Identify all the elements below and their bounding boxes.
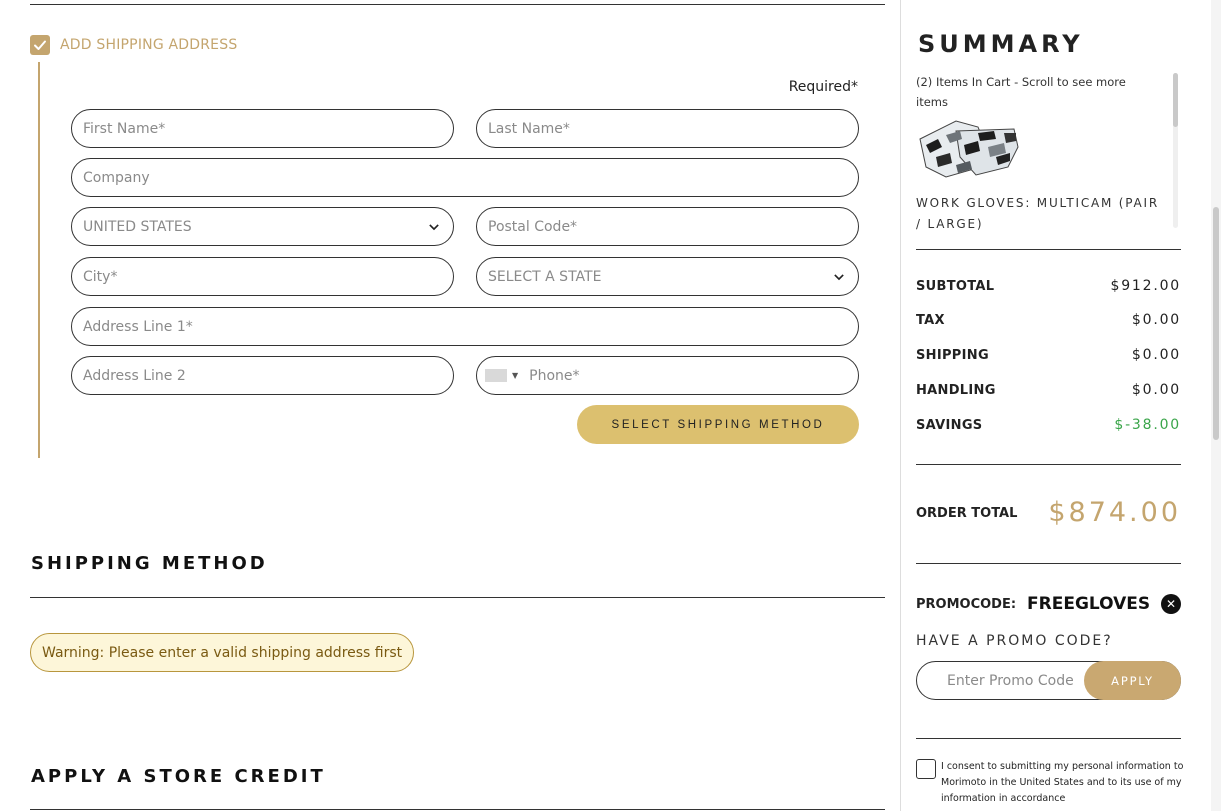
tax-label: TAX	[916, 312, 945, 328]
page-scrollbar[interactable]	[1211, 0, 1221, 811]
company-input[interactable]	[71, 158, 859, 197]
country-select[interactable]	[71, 207, 454, 246]
address-line-1-input[interactable]	[71, 307, 859, 346]
subtotal-row	[916, 278, 1181, 294]
select-shipping-method-button[interactable]: SELECT SHIPPING METHOD	[577, 405, 859, 444]
company-placeholder: Company	[83, 169, 150, 186]
add-shipping-address-toggle[interactable]	[30, 35, 237, 55]
first-name-placeholder: First Name*	[83, 120, 166, 137]
have-promo-heading: HAVE A PROMO CODE?	[916, 633, 1113, 649]
handling-value: $0.00	[1131, 382, 1181, 398]
apply-promo-button[interactable]: APPLY	[1084, 661, 1181, 700]
subtotal-value: $912.00	[1110, 278, 1181, 294]
tax-value: $0.00	[1131, 312, 1181, 328]
subtotal-label: SUBTOTAL	[916, 278, 995, 294]
chevron-down-icon	[834, 272, 844, 282]
tax-row	[916, 312, 1181, 328]
handling-row	[916, 382, 1181, 398]
promo-code: FREEGLOVES	[1027, 594, 1151, 614]
summary-divider	[916, 738, 1181, 739]
consent-checkbox[interactable]	[916, 759, 936, 779]
address-form-accent-bar	[38, 62, 40, 458]
summary-title: SUMMARY	[918, 30, 1084, 58]
required-note: Required*	[788, 79, 858, 95]
store-credit-divider	[30, 809, 885, 810]
promo-label: PROMOCODE:	[916, 596, 1017, 612]
handling-label: HANDLING	[916, 382, 996, 398]
phone-input[interactable]	[476, 356, 859, 395]
summary-divider	[916, 464, 1181, 465]
top-divider	[30, 4, 885, 5]
add-shipping-address-label: ADD SHIPPING ADDRESS	[60, 37, 238, 53]
chevron-down-icon	[429, 222, 439, 232]
product-name: WORK GLOVES: MULTICAM (PAIR / LARGE)	[916, 196, 1160, 231]
page-scrollbar-thumb[interactable]	[1213, 207, 1219, 440]
consent-text: I consent to submitting my personal information to Morimoto in the United States and to its use of my information in accordance	[941, 761, 1184, 804]
summary-divider	[916, 563, 1181, 564]
savings-value: $-38.00	[1114, 417, 1181, 433]
country-value: UNITED STATES	[83, 218, 192, 235]
savings-label: SAVINGS	[916, 417, 983, 433]
remove-promo-icon[interactable]: ✕	[1161, 594, 1181, 614]
state-select[interactable]	[476, 257, 859, 296]
shipping-warning: Warning: Please enter a valid shipping address first	[30, 633, 414, 672]
shipping-method-title: SHIPPING METHOD	[31, 553, 268, 574]
postal-code-placeholder: Postal Code*	[488, 218, 578, 235]
applied-promo-row	[916, 594, 1181, 614]
cart-note: (2) Items In Cart - Scroll to see more items	[916, 75, 1126, 109]
checkmark-icon	[33, 38, 47, 52]
work-gloves-image	[916, 117, 1021, 185]
shipping-method-divider	[30, 597, 885, 598]
order-summary	[901, 0, 1221, 811]
city-input[interactable]	[71, 257, 454, 296]
country-flag-icon[interactable]	[485, 369, 507, 382]
promo-input-placeholder: Enter Promo Code	[947, 672, 1074, 689]
summary-divider	[916, 249, 1181, 250]
shipping-label: SHIPPING	[916, 347, 989, 363]
order-total-value: $874.00	[1048, 497, 1181, 528]
store-credit-title: APPLY A STORE CREDIT	[31, 766, 326, 787]
cart-scrollbar[interactable]	[1173, 73, 1178, 228]
savings-row	[916, 417, 1181, 433]
last-name-placeholder: Last Name*	[488, 120, 570, 137]
address-line-2-input[interactable]	[71, 356, 454, 395]
order-total-label: ORDER TOTAL	[916, 506, 1018, 521]
checkbox-checked[interactable]	[30, 35, 50, 55]
shipping-row	[916, 347, 1181, 363]
city-placeholder: City*	[83, 268, 118, 285]
last-name-input[interactable]	[476, 109, 859, 148]
cart-scrollbar-thumb[interactable]	[1173, 73, 1178, 127]
address-line-2-placeholder: Address Line 2	[83, 367, 186, 384]
shipping-value: $0.00	[1131, 347, 1181, 363]
postal-code-input[interactable]	[476, 207, 859, 246]
state-value: SELECT A STATE	[488, 268, 602, 285]
phone-placeholder: Phone*	[529, 367, 580, 384]
first-name-input[interactable]	[71, 109, 454, 148]
caret-down-icon[interactable]: ▼	[512, 371, 519, 380]
address-line-1-placeholder: Address Line 1*	[83, 318, 193, 335]
